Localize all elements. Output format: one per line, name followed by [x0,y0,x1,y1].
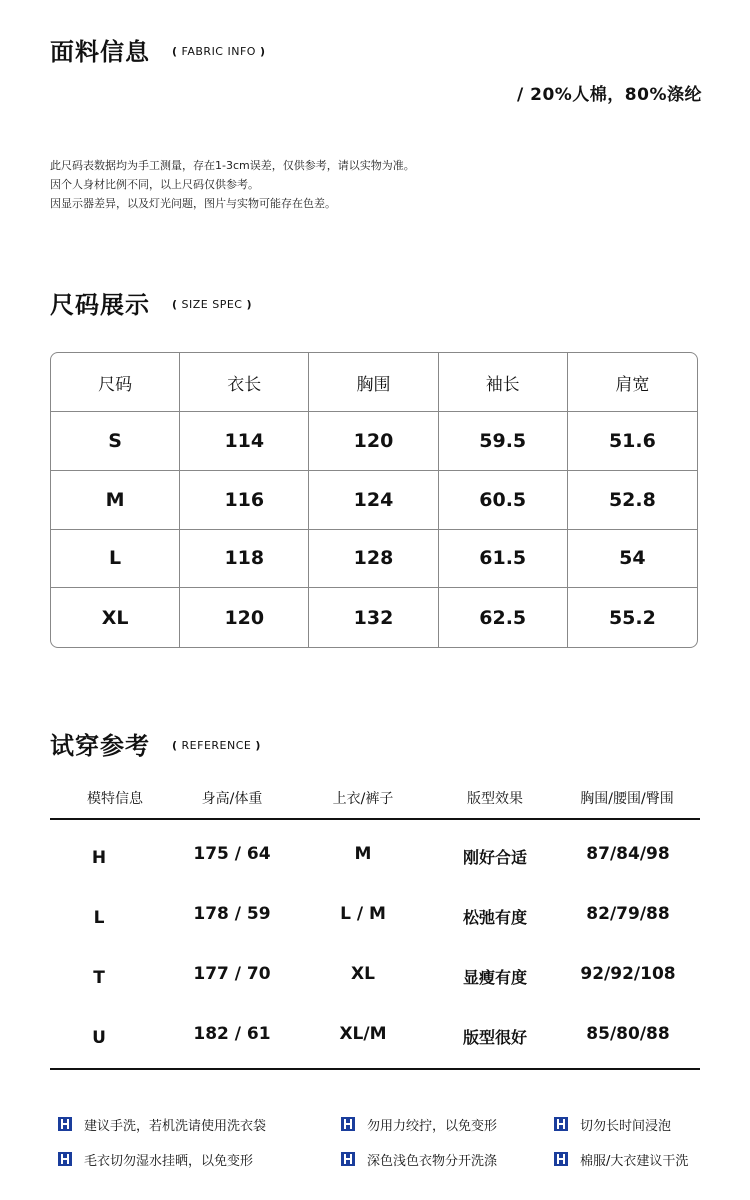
reference-bottom-rule [50,1068,700,1070]
note-line: 因显示器差异，以及灯光问题，图片与实物可能存在色差。 [50,197,336,210]
size-table [50,352,698,648]
reference-cell: U [92,1028,106,1048]
reference-header-cell: 上衣/裤子 [332,791,394,807]
reference-header-cell: 胸围/腰围/臀围 [580,791,674,807]
reference-cell: 87/84/98 [586,844,670,864]
reference-cell: 177 / 70 [193,964,271,984]
reference-top-rule [50,818,700,820]
reference-header-cell: 版型效果 [467,791,523,807]
care-item: 勿用力绞拧，以免变形 [341,1114,497,1134]
table-cell: 60.5 [439,471,568,530]
table-cell: 59.5 [439,412,568,471]
care-h-icon [341,1152,355,1166]
table-cell: 128 [309,530,438,589]
table-cell: 61.5 [439,530,568,589]
note-line: 因个人身材比例不同，以上尺码仅供参考。 [50,178,259,191]
table-cell: 55.2 [608,606,656,629]
table-cell: M [51,471,180,530]
reference-cell: 82/79/88 [586,904,670,924]
table-cell: 52.8 [568,471,697,530]
fabric-composition: / 20%人棉，80%涤纶 [516,85,702,105]
reference-cell: T [93,968,105,988]
reference-header-row [50,788,700,816]
reference-cell: 178 / 59 [193,904,271,924]
table-cell: 54 [568,530,697,589]
size-spec-title: 尺码展示 [50,291,150,319]
table-header-cell: 肩宽 [568,353,697,412]
reference-cell: L / M [340,904,386,924]
reference-cell: L [93,908,105,928]
reference-cell: 显瘦有度 [462,968,527,987]
fabric-subtitle: ( FABRIC INFO ) [172,45,266,58]
reference-cell: 175 / 64 [193,844,271,864]
table-cell: 51.6 [568,412,697,471]
care-h-icon [554,1152,568,1166]
care-item: 切勿长时间浸泡 [554,1114,671,1134]
note-line: 此尺码表数据均为手工测量，存在1-3cm误差，仅供参考，请以实物为准。 [50,159,415,172]
reference-cell: 松弛有度 [462,908,527,927]
table-cell: L [51,530,180,589]
reference-cell: H [91,848,107,868]
reference-cell: 92/92/108 [580,964,676,984]
care-item: 棉服/大衣建议干洗 [554,1149,688,1169]
reference-cell: 版型很好 [462,1028,527,1047]
care-item: 建议手洗，若机洗请使用洗衣袋 [58,1114,266,1134]
reference-cell: XL [351,964,375,984]
table-header-cell: 胸围 [309,353,438,412]
reference-header-cell: 身高/体重 [201,791,263,807]
table-header-cell: 衣长 [180,353,309,412]
reference-cell: XL/M [339,1024,387,1044]
reference-cell: 182 / 61 [193,1024,271,1044]
care-item: 深色浅色衣物分开洗涤 [341,1149,497,1169]
reference-subtitle: ( REFERENCE ) [172,739,261,752]
reference-cell: 刚好合适 [462,848,527,867]
reference-cell: 85/80/88 [586,1024,670,1044]
table-cell: S [51,412,180,471]
table-cell: 120 [180,588,309,647]
table-cell: 114 [180,412,309,471]
size-spec-subtitle: ( SIZE SPEC ) [172,298,253,311]
care-item: 毛衣切勿湿水挂晒，以免变形 [58,1149,253,1169]
measurement-notes [50,156,415,213]
reference-cell: M [354,844,372,864]
table-cell: XL [51,588,180,647]
table-cell: 118 [180,530,309,589]
reference-title: 试穿参考 [50,732,150,760]
fabric-title: 面料信息 [50,38,150,66]
care-h-icon [341,1117,355,1131]
table-header-cell: 尺码 [51,353,180,412]
care-h-icon [554,1117,568,1131]
table-cell: 124 [309,471,438,530]
reference-header-cell: 模特信息 [87,791,143,807]
table-cell: 120 [309,412,438,471]
table-cell: 132 [309,588,438,647]
table-cell: 116 [180,471,309,530]
care-h-icon [58,1117,72,1131]
table-cell: 62.5 [439,588,568,647]
table-header-cell: 袖长 [439,353,568,412]
care-h-icon [58,1152,72,1166]
